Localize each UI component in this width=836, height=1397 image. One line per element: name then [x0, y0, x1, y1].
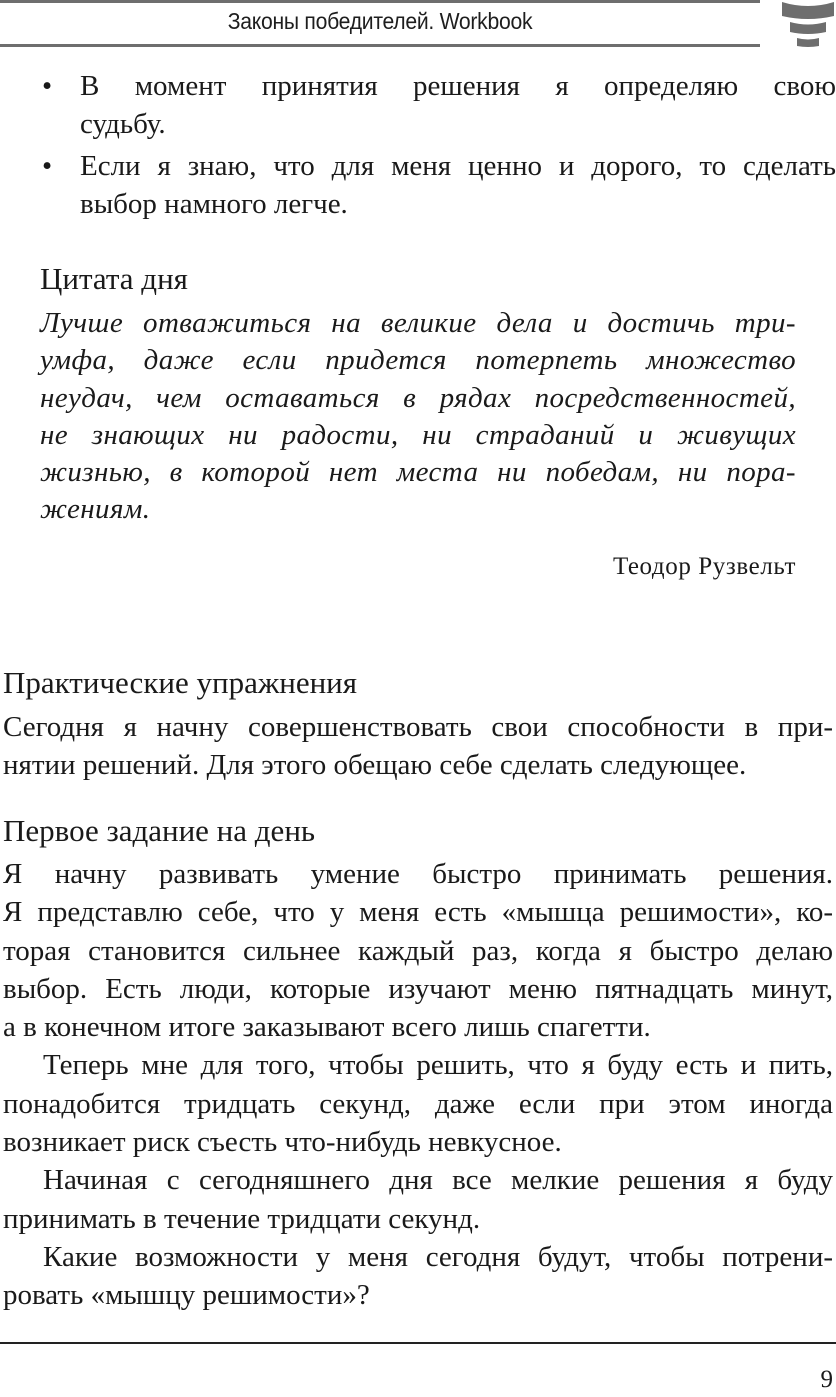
quote-line: умфа, даже если придется потерпеть множество — [40, 344, 796, 377]
text-line: Я начну развивать умение быстро принимать решения. — [3, 858, 833, 890]
quote-author: Теодор Рузвельт — [612, 553, 796, 580]
header-bottom-rule — [0, 44, 760, 47]
book-stack-logo-icon — [780, 0, 836, 50]
text-line: торая становится сильнее каждый раз, когда я быстро делаю — [3, 934, 833, 967]
running-header — [0, 0, 760, 48]
running-title: Законы победителей. Workbook — [227, 8, 533, 34]
quote-heading: Цитата дня — [40, 261, 188, 296]
bullet-dot: • — [42, 70, 53, 102]
bullet-text-line: выбор намного легче. — [80, 188, 348, 220]
bullet-text-line: В момент принятия решения я определяю свою — [80, 70, 836, 102]
footer-rule — [0, 1342, 836, 1344]
quote-line: не знающих ни радости, ни страданий и живущих — [40, 418, 796, 451]
text-line: Я представлю себе, что у меня есть «мышца решимости», ко- — [3, 896, 833, 929]
quote-line: жизнью, в которой нет места ни победам, ни пора- — [40, 456, 796, 489]
quote-line: жениям. — [40, 493, 151, 526]
text-line: принимать в течение тридцати секунд. — [3, 1202, 481, 1235]
text-line: ровать «мышцу решимости»? — [3, 1279, 370, 1312]
task-body — [3, 855, 833, 1315]
text-line: Сегодня я начну совершенствовать свои способности в при- — [3, 711, 833, 743]
text-line: а в конечном итоге заказывают всего лишь спагетти. — [3, 1011, 651, 1044]
text-line: Теперь мне для того, чтобы решить, что я буду есть и пить, — [43, 1049, 833, 1082]
quote-line: неудач, чем оставаться в рядах посредственностей, — [40, 381, 796, 414]
text-line: выбор. Есть люди, которые изучают меню пятнадцать минут, — [3, 972, 833, 1005]
bullet-text-line: судьбу. — [80, 108, 166, 140]
header-top-rule — [0, 0, 760, 3]
bullet-list — [40, 67, 836, 227]
text-line: нятии решений. Для этого обещаю себе сделать следующее. — [3, 749, 747, 782]
practice-paragraph — [3, 708, 833, 785]
task-heading: Первое задание на день — [3, 813, 316, 848]
quote-text — [40, 305, 796, 529]
practice-heading: Практические упражнения — [3, 665, 358, 700]
text-line: возникает риск съесть что-нибудь невкусное. — [3, 1126, 562, 1159]
text-line: понадобится тридцать секунд, даже если при этом иногда — [3, 1087, 833, 1120]
text-line: Какие возможности у меня сегодня будут, чтобы потрени- — [43, 1240, 833, 1273]
page-number: 9 — [820, 1366, 833, 1393]
quote-line: Лучше отважиться на великие дела и достичь три- — [40, 307, 796, 339]
bullet-item — [40, 67, 836, 143]
text-line: Начиная с сегодняшнего дня все мелкие решения я буду — [43, 1164, 833, 1197]
bullet-dot: • — [42, 150, 53, 182]
bullet-item — [40, 147, 836, 223]
bullet-text-line: Если я знаю, что для меня ценно и дорого, то сделать — [80, 150, 836, 182]
